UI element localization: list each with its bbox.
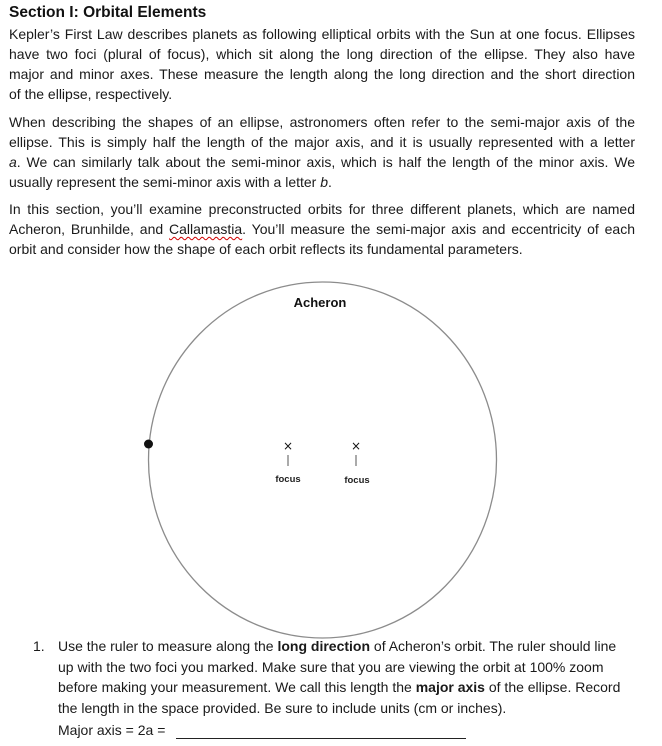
planet-marker <box>144 440 153 449</box>
line-text: Acheron, Brunhilde, and <box>9 221 170 237</box>
question-line: up with the two foci you marked. Make sure that you are viewing the orbit at 100% zoom <box>58 658 604 675</box>
paragraph-line: In this section, you’ll examine preconstructed orbits for three different planets, which are named <box>9 201 635 217</box>
emphasis-text: long direction <box>277 638 371 654</box>
question-text <box>58 636 634 718</box>
emphasis-text: major axis <box>415 679 485 695</box>
line-text: of Acheron’s orbit. The ruler should line <box>370 638 617 654</box>
orbit-name-label: Acheron <box>293 295 347 310</box>
question-line: the length in the space provided. Be sure to include units (cm or inches). <box>58 699 507 716</box>
section-title: Section I: Orbital Elements <box>9 4 207 21</box>
question-line <box>58 677 634 698</box>
line-text: before making your measurement. We call this length the <box>58 679 416 695</box>
line-text: of the ellipse. Record <box>484 679 621 695</box>
spellcheck-flagged-word[interactable]: Callamastia <box>169 221 243 237</box>
paragraph-line: orbit and consider how the shape of each orbit reflects its fundamental parameters. <box>9 241 523 257</box>
focus-label: focus <box>275 474 301 485</box>
question-line <box>58 636 634 657</box>
line-text: Use the ruler to measure along the <box>58 638 278 654</box>
major-axis-answer-label: Major axis = 2a = <box>58 722 166 738</box>
paragraph-line: Kepler’s First Law describes planets as following elliptical orbits with the Sun at one focus. Ellipses <box>9 26 635 42</box>
paragraph-line: ellipse. This is simply half the length of the major axis, and it is usually represented with a letter <box>9 134 635 150</box>
orbit-ellipse <box>149 282 497 638</box>
line-text: . You’ll measure the semi-major axis and eccentricity of each <box>242 221 635 237</box>
paragraph-line: have two foci (plural of focus), which sit along the long direction of the ellipse. They also have <box>9 46 635 62</box>
focus-label: focus <box>344 475 370 486</box>
paragraph-line: major and minor axes. These measure the length along the long direction and the short direction <box>9 66 635 82</box>
focus-cross-icon: × <box>282 439 294 453</box>
variable-a: a <box>9 154 17 170</box>
question-number: 1. <box>33 638 45 654</box>
line-text: usually represent the semi-minor axis with a letter <box>9 174 321 190</box>
paragraph-line: When describing the shapes of an ellipse, astronomers often refer to the semi-major axis of the <box>9 114 635 130</box>
major-axis-answer-blank[interactable] <box>176 738 466 739</box>
focus-cross-icon: × <box>350 439 362 453</box>
paragraph-line: of the ellipse, respectively. <box>9 86 173 102</box>
line-text: . We can similarly talk about the semi-minor axis, which is half the length of the minor axis. We <box>16 154 635 170</box>
variable-b: b <box>320 174 329 190</box>
line-text: . <box>328 174 332 190</box>
